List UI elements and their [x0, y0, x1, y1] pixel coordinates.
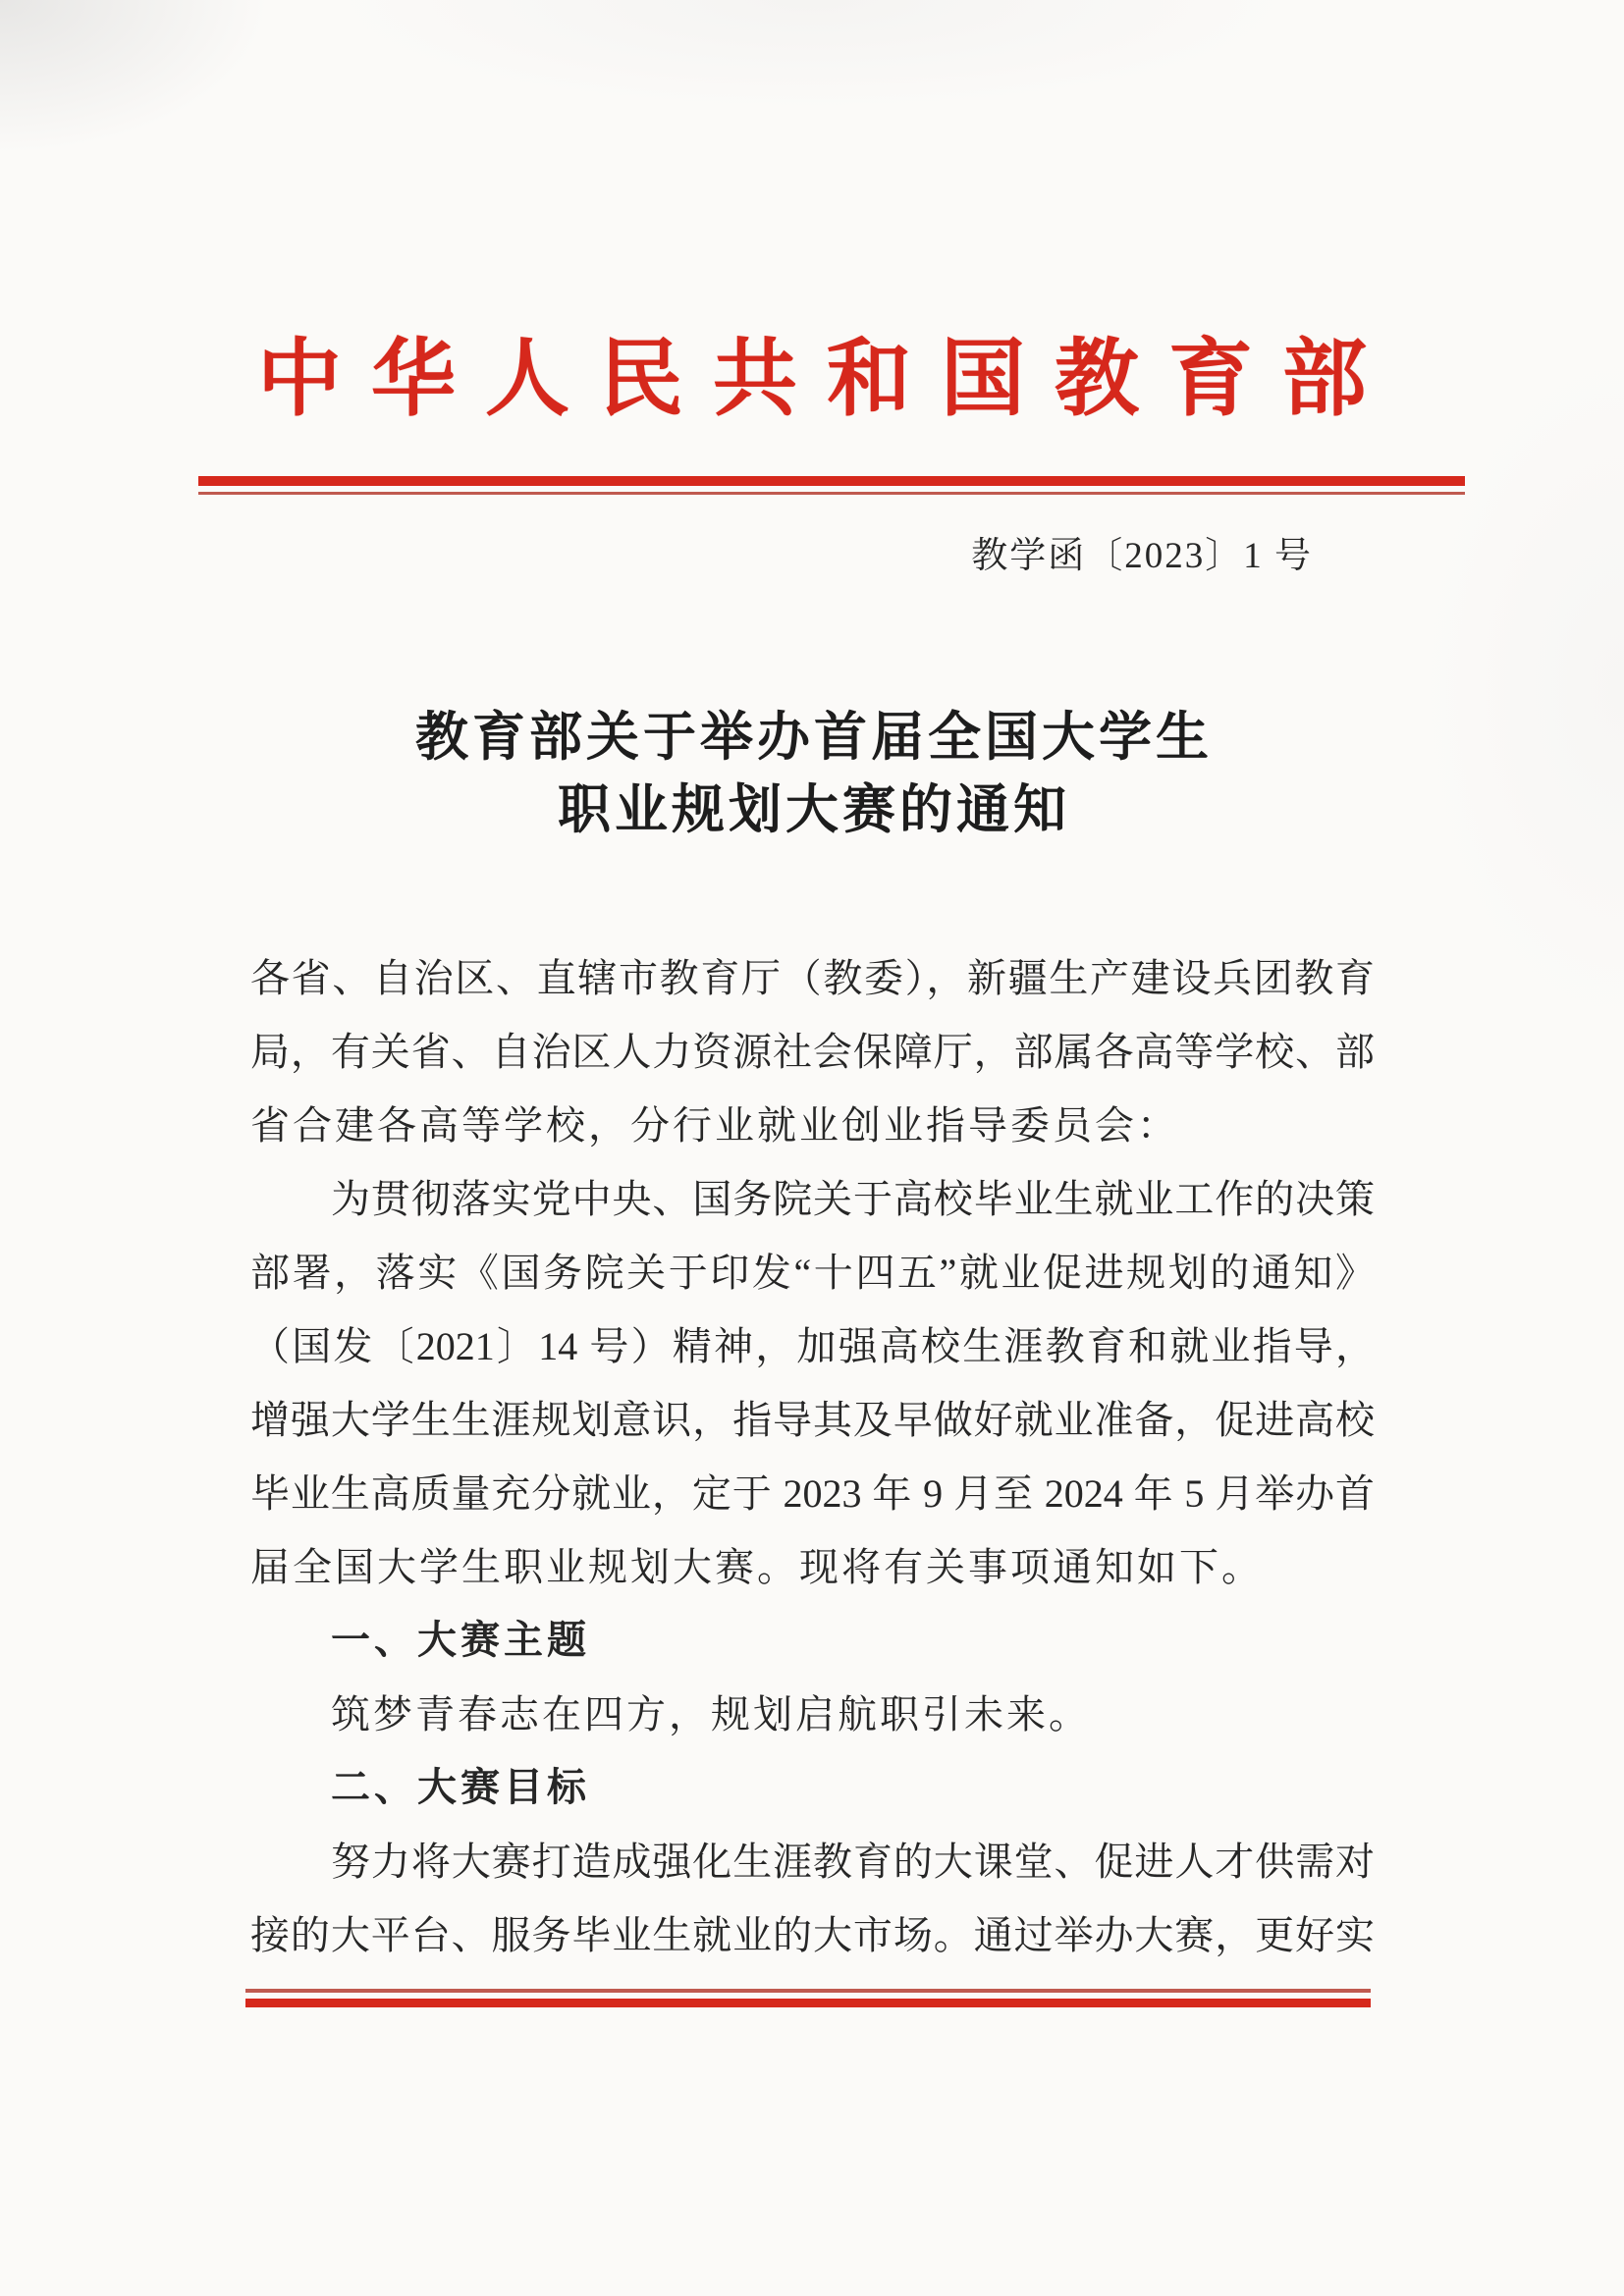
footer-separator-thick — [245, 1999, 1371, 2007]
body-line: 增强大学生生涯规划意识，指导其及早做好就业准备，促进高校 — [250, 1398, 1375, 1442]
body-line: （国发〔2021〕14 号）精神，加强高校生涯教育和就业指导， — [250, 1324, 1375, 1368]
body-line: 省合建各高等学校，分行业就业创业指导委员会： — [250, 1103, 1179, 1148]
footer-separator-thin — [245, 1989, 1371, 1993]
body-line: 届全国大学生职业规划大赛。现将有关事项通知如下。 — [250, 1545, 1264, 1589]
section-heading: 二、大赛目标 — [331, 1766, 590, 1809]
notice-title — [0, 701, 1624, 846]
masthead-title: 中华人民共和国教育部 — [257, 332, 1396, 426]
document-body — [250, 941, 1375, 1972]
body-line: 部署，落实《国务院关于印发“十四五”就业促进规划的通知》 — [250, 1251, 1375, 1295]
masthead-separator-thick — [198, 476, 1465, 486]
notice-title-line2: 职业规划大赛的通知 — [558, 780, 1070, 839]
notice-title-line1: 教育部关于举办首届全国大学生 — [415, 708, 1213, 767]
body-line: 努力将大赛打造成强化生涯教育的大课堂、促进人才供需对 — [331, 1840, 1375, 1884]
body-line: 各省、自治区、直辖市教育厅（教委），新疆生产建设兵团教育 — [250, 956, 1375, 1000]
body-line: 毕业生高质量充分就业，定于 2023 年 9 月至 2024 年 5 月举办首 — [250, 1471, 1375, 1516]
doc-number: 教学函〔2023〕1 号 — [971, 536, 1313, 576]
masthead-separator-thin — [198, 492, 1465, 495]
body-line: 接的大平台、服务毕业生就业的大市场。通过举办大赛，更好实 — [250, 1913, 1375, 1957]
section-heading: 一、大赛主题 — [331, 1619, 590, 1662]
body-line: 筑梦青春志在四方，规划启航职引未来。 — [331, 1692, 1091, 1736]
body-line: 为贯彻落实党中央、国务院关于高校毕业生就业工作的决策 — [331, 1177, 1375, 1221]
body-line: 局，有关省、自治区人力资源社会保障厅，部属各高等学校、部 — [250, 1030, 1375, 1074]
